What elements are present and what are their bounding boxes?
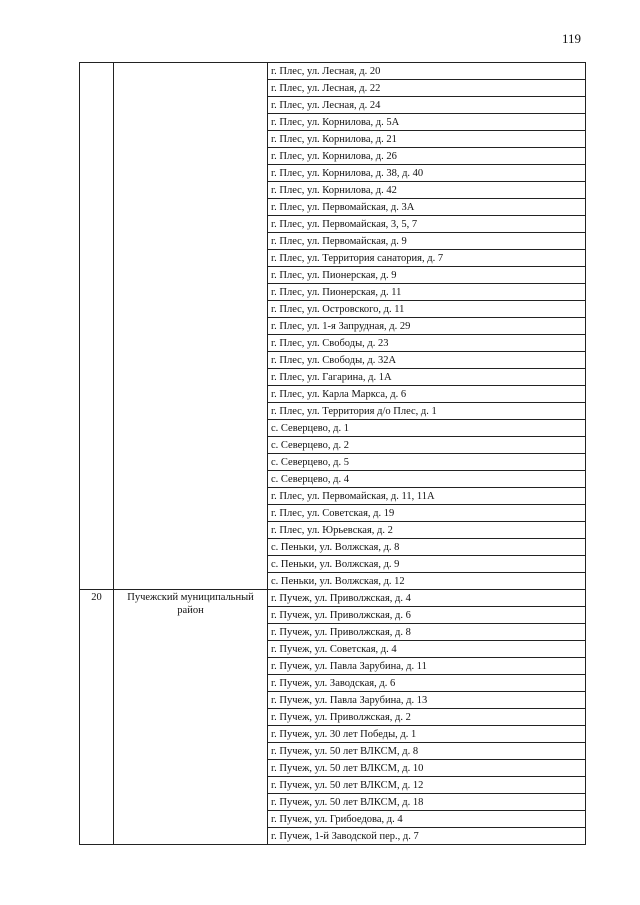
address-cell: с. Пеньки, ул. Волжская, д. 9 — [268, 556, 586, 573]
address-cell: г. Плес, ул. Пионерская, д. 11 — [268, 284, 586, 301]
address-cell: г. Плес, ул. Свободы, д. 23 — [268, 335, 586, 352]
address-cell: г. Плес, ул. Первомайская, д. 11, 11А — [268, 488, 586, 505]
table-row — [80, 590, 586, 607]
address-cell: с. Пеньки, ул. Волжская, д. 8 — [268, 539, 586, 556]
address-cell: г. Плес, ул. Пионерская, д. 9 — [268, 267, 586, 284]
address-cell: г. Плес, ул. Корнилова, д. 26 — [268, 148, 586, 165]
table-row — [80, 63, 586, 80]
address-cell: г. Плес, ул. Первомайская, д. 9 — [268, 233, 586, 250]
page-number: 119 — [561, 31, 581, 46]
address-cell: г. Плес, ул. 1-я Запрудная, д. 29 — [268, 318, 586, 335]
address-cell: г. Плес, ул. Первомайская, д. 3А — [268, 199, 586, 216]
address-cell: г. Пучеж, ул. Павла Зарубина, д. 13 — [268, 692, 586, 709]
address-cell: г. Пучеж, ул. 50 лет ВЛКСМ, д. 18 — [268, 794, 586, 811]
row-number-cell — [80, 63, 114, 590]
address-table-body — [80, 63, 586, 845]
address-cell: с. Северцево, д. 5 — [268, 454, 586, 471]
address-cell: г. Пучеж, ул. Приволжская, д. 2 — [268, 709, 586, 726]
address-cell: г. Плес, ул. Карла Маркса, д. 6 — [268, 386, 586, 403]
address-cell: с. Северцево, д. 1 — [268, 420, 586, 437]
address-cell: г. Пучеж, 1-й Заводской пер., д. 7 — [268, 828, 586, 845]
row-number-cell: 20 — [80, 590, 114, 845]
address-cell: г. Плес, ул. Лесная, д. 24 — [268, 97, 586, 114]
address-cell: г. Плес, ул. Территория д/о Плес, д. 1 — [268, 403, 586, 420]
district-cell: Пучежский муниципальный район — [114, 590, 268, 845]
address-table — [79, 62, 586, 845]
address-cell: г. Пучеж, ул. 50 лет ВЛКСМ, д. 10 — [268, 760, 586, 777]
address-cell: г. Плес, ул. Территория санатория, д. 7 — [268, 250, 586, 267]
address-cell: г. Пучеж, ул. Приволжская, д. 4 — [268, 590, 586, 607]
address-cell: г. Плес, ул. Корнилова, д. 21 — [268, 131, 586, 148]
address-cell: г. Пучеж, ул. 50 лет ВЛКСМ, д. 12 — [268, 777, 586, 794]
address-cell: г. Плес, ул. Корнилова, д. 38, д. 40 — [268, 165, 586, 182]
address-cell: г. Плес, ул. Гагарина, д. 1А — [268, 369, 586, 386]
address-cell: г. Плес, ул. Корнилова, д. 42 — [268, 182, 586, 199]
address-cell: г. Плес, ул. Лесная, д. 20 — [268, 63, 586, 80]
address-cell: г. Пучеж, ул. Советская, д. 4 — [268, 641, 586, 658]
address-cell: г. Пучеж, ул. Заводская, д. 6 — [268, 675, 586, 692]
address-cell: г. Пучеж, ул. Грибоедова, д. 4 — [268, 811, 586, 828]
address-cell: с. Северцево, д. 2 — [268, 437, 586, 454]
address-cell: г. Пучеж, ул. Павла Зарубина, д. 11 — [268, 658, 586, 675]
address-cell: г. Пучеж, ул. 30 лет Победы, д. 1 — [268, 726, 586, 743]
address-cell: г. Пучеж, ул. 50 лет ВЛКСМ, д. 8 — [268, 743, 586, 760]
address-cell: г. Плес, ул. Островского, д. 11 — [268, 301, 586, 318]
address-cell: г. Плес, ул. Корнилова, д. 5А — [268, 114, 586, 131]
address-cell: г. Пучеж, ул. Приволжская, д. 6 — [268, 607, 586, 624]
address-table-container — [79, 62, 585, 845]
address-cell: г. Плес, ул. Советская, д. 19 — [268, 505, 586, 522]
address-cell: г. Плес, ул. Свободы, д. 32А — [268, 352, 586, 369]
address-cell: с. Северцево, д. 4 — [268, 471, 586, 488]
address-cell: г. Плес, ул. Первомайская, 3, 5, 7 — [268, 216, 586, 233]
address-cell: г. Пучеж, ул. Приволжская, д. 8 — [268, 624, 586, 641]
address-cell: г. Плес, ул. Лесная, д. 22 — [268, 80, 586, 97]
district-cell — [114, 63, 268, 590]
address-cell: с. Пеньки, ул. Волжская, д. 12 — [268, 573, 586, 590]
address-cell: г. Плес, ул. Юрьевская, д. 2 — [268, 522, 586, 539]
